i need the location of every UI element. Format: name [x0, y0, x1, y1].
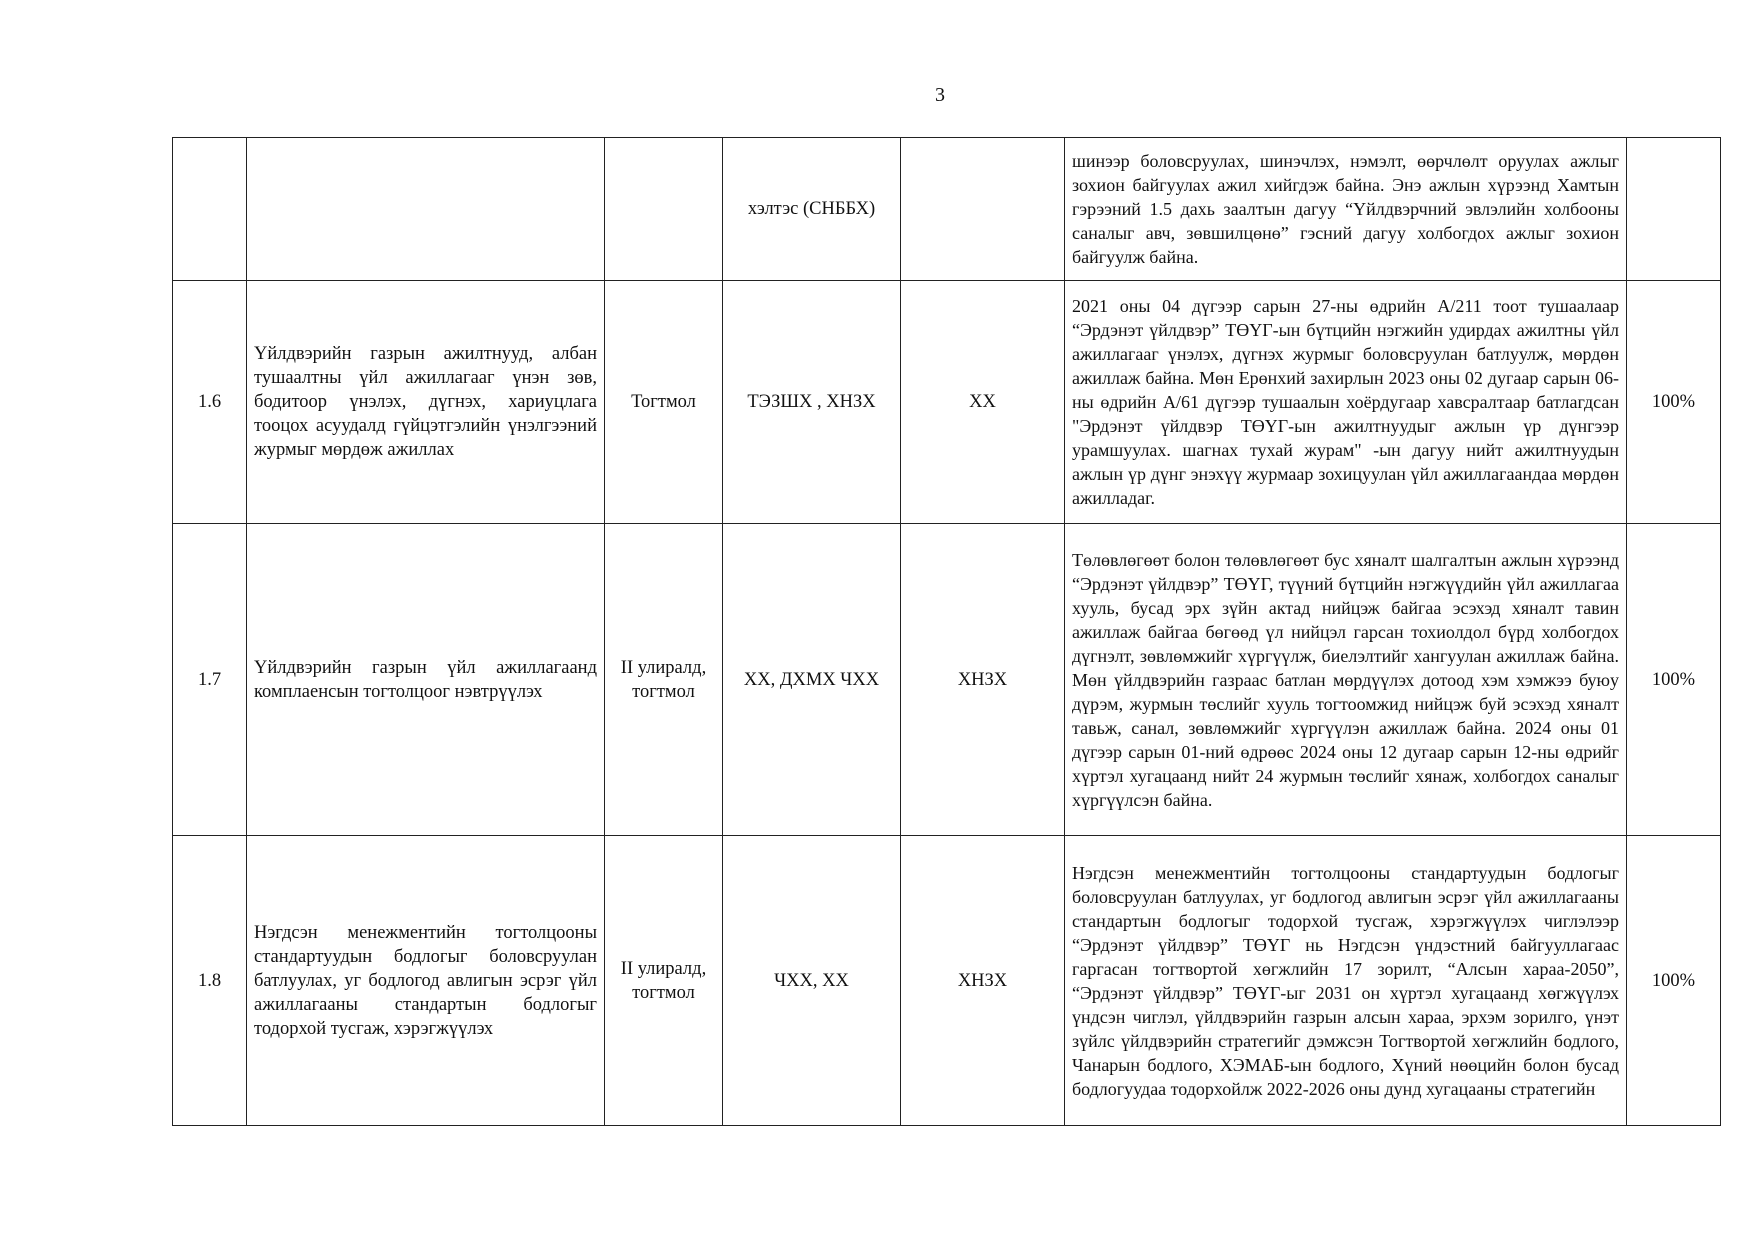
page-number: 3: [935, 84, 945, 106]
row-number: 1.6: [173, 281, 247, 524]
task-text: Үйлдвэрийн газрын үйл ажиллагаанд комплаенсын тогтолцоог нэвтрүүлэх: [247, 524, 605, 836]
task-text: Үйлдвэрийн газрын ажилтнууд, албан тушаалтны үйл ажиллагааг үнэн зөв, бодитоор үнэлэх, дүгнэх, хариуцлага тооцох асуудалд гүйцэтгэлийн үнэлгээний журмыг мөрдөж ажиллах: [247, 281, 605, 524]
responsible-unit: ТЭЗШХ , ХНЗХ: [723, 281, 901, 524]
timeframe: Тогтмол: [605, 281, 723, 524]
row-number: 1.8: [173, 836, 247, 1126]
completion-percent: 100%: [1627, 836, 1721, 1126]
completion-percent: [1627, 138, 1721, 281]
responsible-unit: ЧХХ, ХХ: [723, 836, 901, 1126]
row-number: [173, 138, 247, 281]
row-number: 1.7: [173, 524, 247, 836]
progress-report: шинээр боловсруулах, шинэчлэх, нэмэлт, өөрчлөлт оруулах ажлыг зохион байгуулах ажил хийгдэж байна. Энэ ажлын хүрээнд Хамтын гэрээний 1.5 дахь заалтын дагуу “Үйлдвэрчний эвлэлийн холбооны саналыг авч, зөвшилцөнө” гэсний дагуу холбогдох ажлыг зохион байгуулж байна.: [1065, 138, 1627, 281]
progress-report: Төлөвлөгөөт болон төлөвлөгөөт бус хяналт шалгалтын ажлын хүрээнд “Эрдэнэт үйлдвэр” ТӨҮГ, түүний бүтцийн нэгжүүдийн үйл ажиллагаа хууль, бусад эрх зүйн актад нийцэж байгаа эсэхэд хяналт тавин ажиллаж байгаа бөгөөд үл нийцэл гарсан тохиолдол бүрд холбогдох дүгнэлт, зөвлөмжийг хүргүүлж, биелэлтийг хангуулан ажиллаж байна. Мөн үйлдвэрийн газраас батлан мөрдүүлэх дотоод хэм хэмжээ буюу дүрэм, журмын төслийг хууль тогтоомжид нийцэж буй эсэхэд хяналт тавьж, санал, зөвлөмжийг хүргүүлэн ажиллаж байна. 2024 оны 01 дүгээр сарын 01-ний өдрөөс 2024 оны 12 дугаар сарын 12-ны өдрийг хүртэл хугацаанд нийт 24 журмын төслийг хянаж, холбогдох саналыг хүргүүлсэн байна.: [1065, 524, 1627, 836]
table-row: [173, 281, 1721, 524]
table-row: [173, 836, 1721, 1126]
responsible-unit: хэлтэс (СНББХ): [723, 138, 901, 281]
timeframe: II улиралд, тогтмол: [605, 524, 723, 836]
cooperating-unit: ХНЗХ: [901, 524, 1065, 836]
responsible-unit: ХХ, ДХМХ ЧХХ: [723, 524, 901, 836]
table-row: [173, 524, 1721, 836]
table-row: [173, 138, 1721, 281]
timeframe: II улиралд, тогтмол: [605, 836, 723, 1126]
cooperating-unit: [901, 138, 1065, 281]
task-text: [247, 138, 605, 281]
progress-report: Нэгдсэн менежментийн тогтолцооны стандартуудын бодлогыг боловсруулан батлуулах, уг бодлогод авлигын эсрэг үйл ажиллагааны стандартын бодлогыг тодорхой тусгаж, хэрэгжүүлэх чиглэлээр “Эрдэнэт үйлдвэр” ТӨҮГ нь Нэгдсэн үндэстний байгууллагаас гаргасан тогтвортой хөгжлийн 17 зорилт, “Алсын хараа-2050”, “Эрдэнэт үйлдвэр” ТӨҮГ-ыг 2031 он хүртэл хугацаанд хөгжүүлэх үндсэн чиглэл, үйлдвэрийн газрын алсын хараа, эрхэм зорилго, үнэт зүйлс үйлдвэрийн стратегийг дэмжсэн Тогтвортой хөгжлийн бодлого, Чанарын бодлого, ХЭМАБ-ын бодлого, Хүний нөөцийн болон бусад бодлогуудаа тодорхойлж 2022-2026 оны дунд хугацааны стратегийн: [1065, 836, 1627, 1126]
report-table: [172, 137, 1721, 1126]
timeframe: [605, 138, 723, 281]
completion-percent: 100%: [1627, 281, 1721, 524]
cooperating-unit: ХХ: [901, 281, 1065, 524]
progress-report: 2021 оны 04 дүгээр сарын 27-ны өдрийн А/211 тоот тушаалаар “Эрдэнэт үйлдвэр” ТӨҮГ-ын бүтцийн нэгжийн удирдах ажилтны үйл ажиллагааг үнэлэх, дүгнэх журмыг боловсруулан батлуулж, мөрдөн ажиллаж байна. Мөн Ерөнхий захирлын 2023 оны 02 дугаар сарын 06-ны өдрийн А/61 дүгээр тушаалын хоёрдугаар хавсралтаар батлагдсан "Эрдэнэт үйлдвэр ТӨҮГ-ын ажилтнуудыг ажлын үр дүнгээр урамшуулах. шагнах тухай журам" -ын дагуу нийт ажилтнуудын ажлын үр дүнг энэхүү журмаар зохицуулан үйл ажиллагаандаа мөрдөн ажилладаг.: [1065, 281, 1627, 524]
completion-percent: 100%: [1627, 524, 1721, 836]
task-text: Нэгдсэн менежментийн тогтолцооны стандартуудын бодлогыг боловсруулан батлуулах, уг бодлогод авлигын эсрэг үйл ажиллагааны стандартын бодлогыг тодорхой тусгаж, хэрэгжүүлэх: [247, 836, 605, 1126]
cooperating-unit: ХНЗХ: [901, 836, 1065, 1126]
